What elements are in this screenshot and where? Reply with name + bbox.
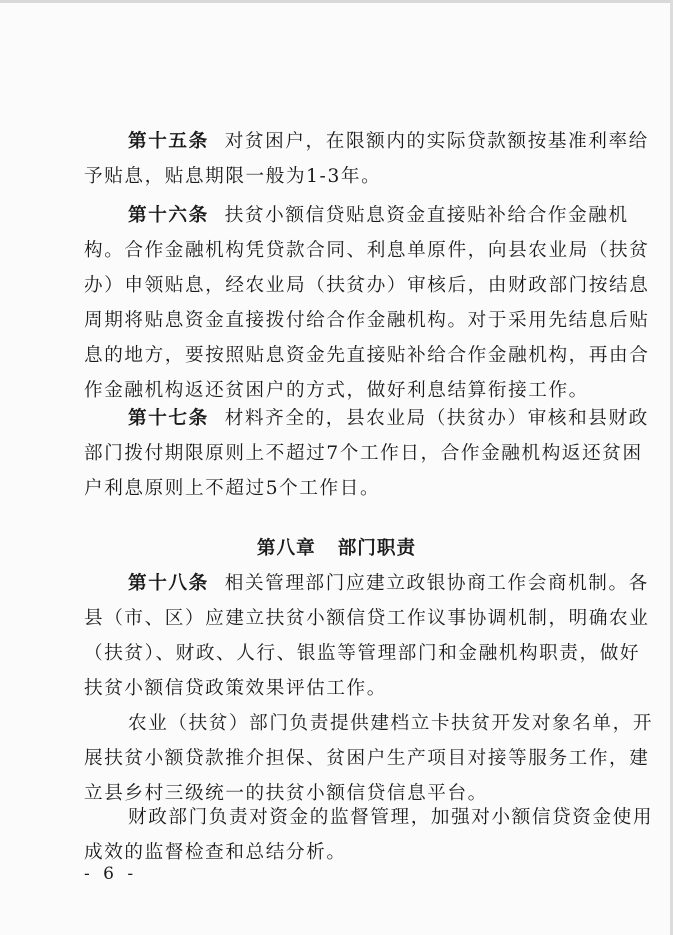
article-17-line-2: 部门拨付期限原则上不超过7个工作日，合作金融机构返还贫困 bbox=[84, 443, 643, 464]
article-16-line-1: 第十六条 扶贫小额信贷贴息资金直接贴补给合作金融机 bbox=[128, 205, 629, 226]
article-16-line-3: 办）申领贴息，经农业局（扶贫办）审核后，由财政部门按结息 bbox=[84, 275, 650, 296]
article-15 bbox=[84, 124, 649, 194]
article-16-line-2: 构。合作金融机构凭贷款合同、利息单原件，向县农业局（扶贫 bbox=[84, 240, 650, 261]
paragraph-agriculture-line-3: 立县乡村三级统一的扶贫小额信贷信息平台。 bbox=[84, 783, 488, 804]
article-17-line-3: 户利息原则上不超过5个工作日。 bbox=[84, 478, 381, 499]
article-17-label: 第十七条 bbox=[128, 408, 209, 429]
paragraph-agriculture-line-2: 展扶贫小额贷款推介担保、贫困户生产项目对接等服务工作，建 bbox=[84, 748, 650, 769]
article-16-line-5: 息的地方，要按照贴息资金先直接贴补给合作金融机构，再由合 bbox=[84, 345, 650, 366]
paragraph-finance bbox=[84, 800, 654, 870]
chapter-heading bbox=[0, 534, 673, 560]
paragraph-finance-line-1: 财政部门负责对资金的监督管理，加强对小额信贷资金使用 bbox=[128, 807, 654, 828]
page-number: - 6 - bbox=[84, 864, 138, 884]
article-17-line-1: 第十七条 材料齐全的，县农业局（扶贫办）审核和县财政 bbox=[128, 408, 649, 429]
article-18-line-4: 扶贫小额信贷政策效果评估工作。 bbox=[84, 678, 387, 699]
article-15-line-1: 第十五条 对贫困户，在限额内的实际贷款额按基准利率给 bbox=[128, 131, 649, 152]
paragraph-agriculture bbox=[84, 706, 654, 811]
article-16-line-4: 周期将贴息资金直接拨付给合作金融机构。对于采用先结息后贴 bbox=[84, 310, 650, 331]
paragraph-finance-line-2: 成效的监督检查和总结分析。 bbox=[84, 842, 347, 863]
article-17 bbox=[84, 401, 649, 506]
article-16 bbox=[84, 198, 650, 408]
article-18-line-3: （扶贫）、财政、人行、银监等管理部门和金融机构职责，做好 bbox=[84, 643, 641, 664]
article-18-line-2: 县（市、区）应建立扶贫小额信贷工作议事协调机制，明确农业 bbox=[84, 608, 650, 629]
chapter-number: 第八章 bbox=[256, 538, 316, 559]
article-16-label: 第十六条 bbox=[128, 205, 209, 226]
chapter-title: 部门职责 bbox=[337, 538, 417, 559]
paragraph-agriculture-line-1: 农业（扶贫）部门负责提供建档立卡扶贫开发对象名单，开 bbox=[128, 713, 654, 734]
article-15-label: 第十五条 bbox=[128, 131, 209, 152]
article-16-line-6: 作金融机构返还贫困户的方式，做好利息结算衔接工作。 bbox=[84, 380, 589, 401]
article-18 bbox=[84, 566, 650, 706]
article-15-line-2: 予贴息，贴息期限一般为1-3年。 bbox=[84, 166, 382, 187]
article-18-line-1: 第十八条 相关管理部门应建立政银协商工作会商机制。各 bbox=[128, 573, 649, 594]
article-18-label: 第十八条 bbox=[128, 573, 209, 594]
scan-edge-top bbox=[0, 0, 673, 3]
